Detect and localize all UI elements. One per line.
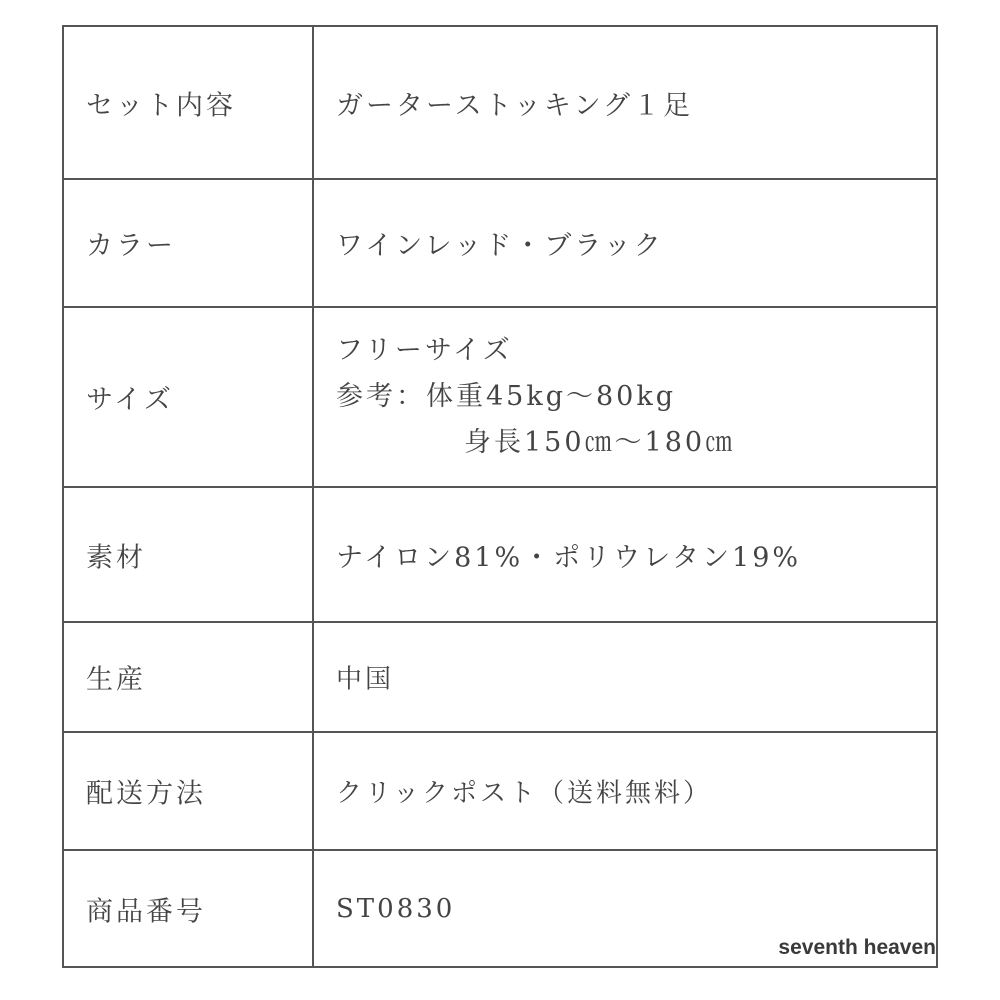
row-value-product-number: ST0830 — [336, 893, 456, 924]
row-value-set-contents: ガーターストッキング１足 — [336, 90, 694, 121]
column-divider — [312, 851, 314, 966]
row-value-shipping: クリックポスト（送料無料） — [336, 778, 712, 809]
spec-table — [62, 25, 938, 968]
column-divider — [312, 623, 314, 731]
table-row — [64, 731, 936, 849]
row-value-material: ナイロン81%・ポリウレタン19% — [336, 542, 802, 573]
column-divider — [312, 488, 314, 621]
row-value-origin: 中国 — [336, 664, 395, 695]
row-label-material: 素材 — [86, 542, 146, 573]
table-row — [64, 27, 936, 178]
column-divider — [312, 733, 314, 849]
row-label-size: サイズ — [86, 384, 174, 416]
size-line-free: フリーサイズ — [336, 335, 513, 366]
column-divider — [312, 27, 314, 178]
row-label-origin: 生産 — [86, 664, 146, 696]
column-divider — [312, 180, 314, 306]
row-value-size — [336, 328, 735, 466]
row-label-color: カラー — [86, 230, 176, 262]
table-row — [64, 621, 936, 731]
row-value-color: ワインレッド・ブラック — [336, 230, 664, 262]
row-label-set-contents: セット内容 — [86, 90, 236, 121]
size-line-weight: 参考：体重45kg～80kg — [336, 381, 677, 412]
row-label-shipping: 配送方法 — [86, 778, 206, 810]
table-row — [64, 306, 936, 486]
brand-logo: seventh heaven — [778, 936, 936, 959]
table-row — [64, 486, 936, 621]
table-row — [64, 178, 936, 306]
size-line-height: 身長150㎝～180㎝ — [464, 427, 736, 458]
row-label-product-number: 商品番号 — [86, 896, 206, 927]
column-divider — [312, 308, 314, 486]
